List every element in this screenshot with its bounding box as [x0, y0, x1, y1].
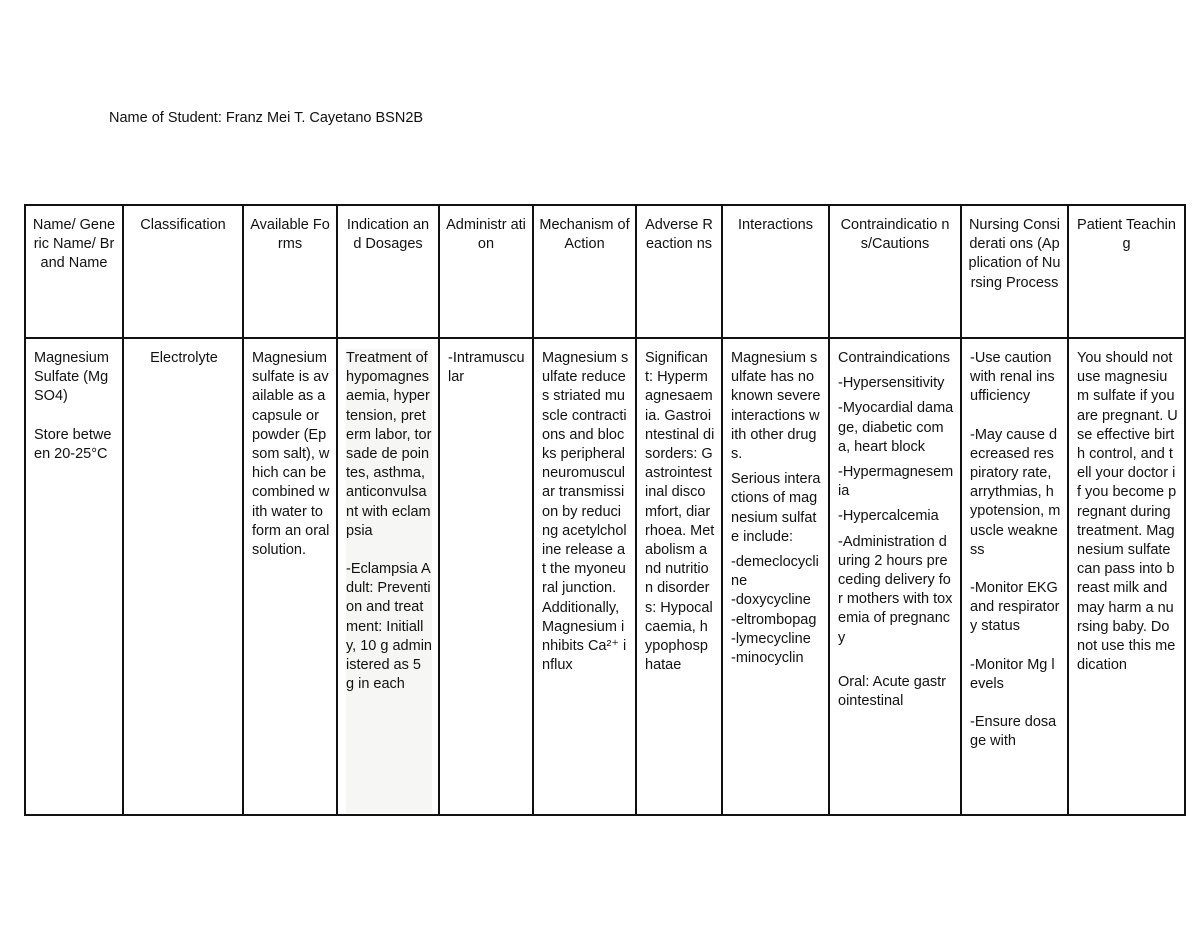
interactions-intro: Magnesium sulfate has no known severe interactions with other drugs.	[731, 350, 821, 463]
adverse-value: Significant: Hypermagnesaemia. Gastrointestinal disorders: Gastrointestinal discomfort, diarrhoea. Metabolism and nutrition disorders: Hypocalcaemia, hypophosphatae	[645, 350, 715, 674]
cell-indication	[337, 338, 439, 815]
header-adverse-reactions: Adverse Reaction ns	[636, 205, 722, 338]
drug-study-table	[24, 204, 1186, 816]
list-item: -Hypersensitivity	[838, 375, 945, 392]
list-item: -Monitor EKG and respiratory status	[970, 580, 1060, 635]
header-classification: Classification	[123, 205, 243, 338]
teaching-value: You should not use magnesium sulfate if you are pregnant. Use effective birth control, and tell your doctor if you become pregnant during treatment. Magnesium sulfate can pass into breast milk and may harm a nursing baby. Do not use this medication	[1077, 350, 1178, 674]
administration-value: -Intramuscular	[448, 350, 525, 386]
list-item: -eltrombopag	[731, 611, 817, 628]
header-row	[25, 205, 1185, 338]
list-item: -Monitor Mg levels	[970, 656, 1055, 692]
forms-value: Magnesium sulfate is available as a capsule or powder (Epsom salt), which can be combined with water to form an oral solution.	[252, 350, 330, 559]
list-item: -May cause decreased respiratory rate, arrythmias, hypotension, muscle weakness	[970, 426, 1061, 558]
interactions-serious: Serious interactions of magnesium sulfate include:	[731, 471, 821, 545]
cell-classification	[123, 338, 243, 815]
cell-interactions	[722, 338, 829, 815]
student-name-line: Name of Student: Franz Mei T. Cayetano BSN2B	[109, 110, 424, 126]
dosage-text: -Eclampsia Adult: Prevention and treatment: Initially, 10 g administered as 5 g in each	[346, 561, 432, 693]
list-item: -Hypercalcemia	[838, 508, 939, 525]
list-item: -Administration during 2 hours preceding delivery for mothers with toxemia of pregnancy	[838, 533, 953, 646]
list-item: -Hypermagnesemia	[838, 464, 954, 500]
cell-forms	[243, 338, 337, 815]
storage-note: Store between 20-25°C	[34, 426, 112, 462]
list-item: -Myocardial damage, diabetic coma, heart block	[838, 400, 954, 455]
cell-contraindications	[829, 338, 961, 815]
header-nursing-considerations: Nursing Considerati ons (Application of Nursing Process	[961, 205, 1068, 338]
contra-oral: Oral: Acute gastrointestinal	[838, 673, 946, 710]
cell-mechanism	[533, 338, 636, 815]
header-administration: Administr ation	[439, 205, 533, 338]
cell-administration	[439, 338, 533, 815]
header-interactions: Interactions	[722, 205, 829, 338]
list-item: -Use caution with renal insufficiency	[970, 350, 1055, 405]
contra-title: Contraindications	[838, 350, 951, 366]
list-item: -lymecycline	[731, 630, 811, 647]
table-row	[25, 338, 1185, 815]
header-mechanism: Mechanism of Action	[533, 205, 636, 338]
cell-teaching	[1068, 338, 1185, 815]
drug-name: Magnesium Sulfate (MgSO4)	[34, 350, 109, 405]
header-name: Name/ Generic Name/ Brand Name	[25, 205, 123, 338]
header-contraindications: Contraindicatio ns/Cautions	[829, 205, 961, 338]
header-patient-teaching: Patient Teaching	[1068, 205, 1185, 338]
indication-text: Treatment of hypomagnesaemia, hypertension, preterm labor, torsade de pointes, asthma, anticonvulsant with eclampsia	[346, 350, 432, 539]
cell-nursing	[961, 338, 1068, 815]
list-item: -doxycycline	[731, 592, 811, 609]
header-available-forms: Available Forms	[243, 205, 337, 338]
classification-value: Electrolyte	[150, 350, 218, 366]
cell-adverse	[636, 338, 722, 815]
list-item: -Ensure dosage with	[970, 714, 1057, 750]
header-indication-dosages: Indication and Dosages	[337, 205, 439, 338]
list-item: -demeclocycline	[731, 554, 819, 590]
list-item: -minocyclin	[731, 650, 804, 667]
mechanism-value: Magnesium sulfate reduces striated muscle contractions and blocks peripheral neuromuscular transmission by reducing acetylcholine release at the myoneural junction. Additionally, Magnesium inhibits Ca²⁺ influx	[542, 350, 629, 674]
cell-name	[25, 338, 123, 815]
